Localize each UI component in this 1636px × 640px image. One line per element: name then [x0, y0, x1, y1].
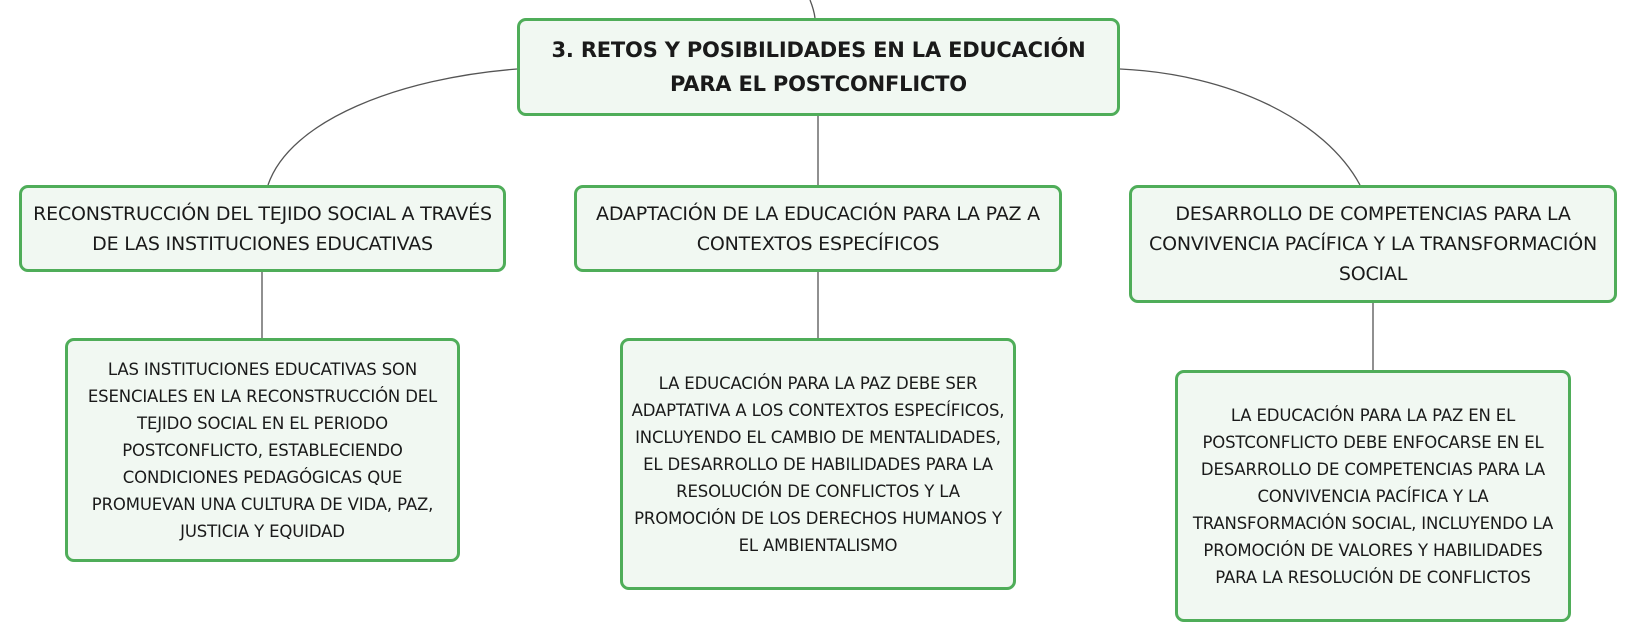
central-topic-label: 3. RETOS Y POSIBILIDADES EN LA EDUCACIÓN PARA EL POSTCONFLICTO: [551, 38, 1086, 96]
subtopic-node-1[interactable]: [65, 338, 460, 562]
main-topic-node-1[interactable]: [19, 185, 506, 272]
connector-root-topic-1: [268, 69, 517, 185]
subtopic-label-2: LA EDUCACIÓN PARA LA PAZ DEBE SER ADAPTATIVA A LOS CONTEXTOS ESPECÍFICOS, INCLUYENDO EL CAMBIO DE MENTALIDADES, EL DESARROLLO DE HABILIDADES PARA LA RESOLUCIÓN DE CONFLICTOS Y LA PROMOCIÓN DE LOS DERECHOS HUMANOS Y EL AMBIENTALISMO: [631, 373, 1005, 555]
central-topic-node[interactable]: [517, 18, 1120, 116]
subtopic-label-1: LAS INSTITUCIONES EDUCATIVAS SON ESENCIALES EN LA RECONSTRUCCIÓN DEL TEJIDO SOCIAL EN EL PERIODO POSTCONFLICTO, ESTABLECIENDO CONDICIONES PEDAGÓGICAS QUE PROMUEVAN UNA CULTURA DE VIDA, PAZ, JUSTICIA Y EQUIDAD: [87, 359, 438, 541]
main-topic-label-2: ADAPTACIÓN DE LA EDUCACIÓN PARA LA PAZ A CONTEXTOS ESPECÍFICOS: [596, 202, 1040, 255]
main-topic-label-1: RECONSTRUCCIÓN DEL TEJIDO SOCIAL A TRAVÉS DE LAS INSTITUCIONES EDUCATIVAS: [33, 202, 492, 255]
main-topic-node-3[interactable]: [1129, 185, 1617, 303]
subtopic-node-2[interactable]: [620, 338, 1016, 590]
main-topic-node-2[interactable]: [574, 185, 1062, 272]
subtopic-label-3: LA EDUCACIÓN PARA LA PAZ EN EL POSTCONFLICTO DEBE ENFOCARSE EN EL DESARROLLO DE COMPETENCIAS PARA LA CONVIVENCIA PACÍFICA Y LA TRANSFORMACIÓN SOCIAL, INCLUYENDO LA PROMOCIÓN DE VALORES Y HABILIDADES PARA LA RESOLUCIÓN DE CONFLICTOS: [1192, 405, 1554, 587]
connector-incoming-root: [810, 0, 815, 18]
main-topic-label-3: DESARROLLO DE COMPETENCIAS PARA LA CONVIVENCIA PACÍFICA Y LA TRANSFORMACIÓN SOCIAL: [1149, 203, 1597, 285]
subtopic-node-3[interactable]: [1175, 370, 1571, 622]
connector-root-topic-3: [1120, 69, 1360, 185]
